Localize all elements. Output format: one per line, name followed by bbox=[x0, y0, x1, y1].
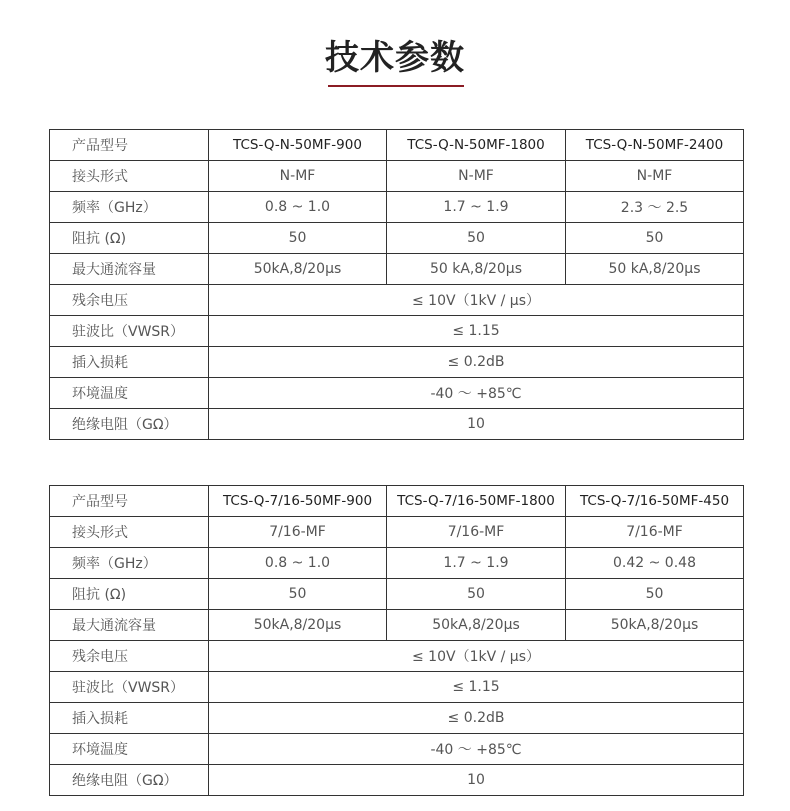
cell-value: 7/16-MF bbox=[566, 517, 744, 548]
table-row bbox=[50, 703, 744, 734]
row-label: 环境温度 bbox=[50, 378, 209, 409]
row-label: 接头形式 bbox=[50, 517, 209, 548]
model-name: TCS-Q-N-50MF-1800 bbox=[387, 130, 566, 161]
cell-value: 50 bbox=[566, 223, 744, 254]
row-label: 环境温度 bbox=[50, 734, 209, 765]
cell-value: -40 〜 +85℃ bbox=[209, 734, 744, 765]
cell-value: N-MF bbox=[566, 161, 744, 192]
spec-table-n-type bbox=[49, 129, 744, 440]
row-label: 频率（GHz） bbox=[50, 192, 209, 223]
row-label: 绝缘电阻（GΩ） bbox=[50, 409, 209, 440]
row-label: 阻抗 (Ω) bbox=[50, 579, 209, 610]
table-row bbox=[50, 672, 744, 703]
table-row bbox=[50, 378, 744, 409]
table-row bbox=[50, 409, 744, 440]
row-label: 阻抗 (Ω) bbox=[50, 223, 209, 254]
cell-value: 7/16-MF bbox=[209, 517, 387, 548]
table-row bbox=[50, 161, 744, 192]
cell-value: 50 kA,8/20μs bbox=[387, 254, 566, 285]
table-row bbox=[50, 517, 744, 548]
cell-value: 1.7 ~ 1.9 bbox=[387, 548, 566, 579]
cell-value: 7/16-MF bbox=[387, 517, 566, 548]
spec-table-7-16-type bbox=[49, 485, 744, 796]
cell-value: 50kA,8/20μs bbox=[209, 610, 387, 641]
row-label: 残余电压 bbox=[50, 285, 209, 316]
cell-value: 50 bbox=[387, 579, 566, 610]
cell-value: 50kA,8/20μs bbox=[387, 610, 566, 641]
title-underline bbox=[328, 85, 464, 87]
row-label: 绝缘电阻（GΩ） bbox=[50, 765, 209, 796]
cell-value: ≤ 1.15 bbox=[209, 672, 744, 703]
cell-value: 10 bbox=[209, 765, 744, 796]
cell-value: 50 bbox=[209, 223, 387, 254]
page-title: 技术参数 bbox=[325, 38, 465, 78]
table-row bbox=[50, 548, 744, 579]
cell-value: 50 bbox=[566, 579, 744, 610]
cell-value: ≤ 1.15 bbox=[209, 316, 744, 347]
model-name: TCS-Q-N-50MF-900 bbox=[209, 130, 387, 161]
table-row bbox=[50, 347, 744, 378]
row-label: 插入损耗 bbox=[50, 703, 209, 734]
row-label: 产品型号 bbox=[50, 486, 209, 517]
cell-value: ≤ 0.2dB bbox=[209, 703, 744, 734]
cell-value: 0.8 ~ 1.0 bbox=[209, 548, 387, 579]
table-row bbox=[50, 579, 744, 610]
cell-value: 0.8 ~ 1.0 bbox=[209, 192, 387, 223]
row-label: 频率（GHz） bbox=[50, 548, 209, 579]
row-label: 最大通流容量 bbox=[50, 254, 209, 285]
table-row bbox=[50, 316, 744, 347]
cell-value: 10 bbox=[209, 409, 744, 440]
model-name: TCS-Q-7/16-50MF-1800 bbox=[387, 486, 566, 517]
table-row bbox=[50, 192, 744, 223]
table-row bbox=[50, 285, 744, 316]
row-label: 插入损耗 bbox=[50, 347, 209, 378]
table-row bbox=[50, 223, 744, 254]
cell-value: N-MF bbox=[387, 161, 566, 192]
table-row bbox=[50, 765, 744, 796]
row-label: 最大通流容量 bbox=[50, 610, 209, 641]
cell-value: 50kA,8/20μs bbox=[566, 610, 744, 641]
model-name: TCS-Q-7/16-50MF-450 bbox=[566, 486, 744, 517]
cell-value: 50 kA,8/20μs bbox=[566, 254, 744, 285]
row-label: 驻波比（VWSR） bbox=[50, 316, 209, 347]
cell-value: ≤ 10V（1kV / μs） bbox=[209, 641, 744, 672]
row-label: 产品型号 bbox=[50, 130, 209, 161]
cell-value: 1.7 ~ 1.9 bbox=[387, 192, 566, 223]
cell-value: 50kA,8/20μs bbox=[209, 254, 387, 285]
table-row bbox=[50, 610, 744, 641]
model-name: TCS-Q-N-50MF-2400 bbox=[566, 130, 744, 161]
table-row bbox=[50, 734, 744, 765]
table-header-row bbox=[50, 486, 744, 517]
row-label: 驻波比（VWSR） bbox=[50, 672, 209, 703]
table-header-row bbox=[50, 130, 744, 161]
cell-value: -40 〜 +85℃ bbox=[209, 378, 744, 409]
cell-value: 0.42 ~ 0.48 bbox=[566, 548, 744, 579]
model-name: TCS-Q-7/16-50MF-900 bbox=[209, 486, 387, 517]
cell-value: ≤ 10V（1kV / μs） bbox=[209, 285, 744, 316]
cell-value: 50 bbox=[387, 223, 566, 254]
row-label: 接头形式 bbox=[50, 161, 209, 192]
cell-value: 50 bbox=[209, 579, 387, 610]
row-label: 残余电压 bbox=[50, 641, 209, 672]
table-row bbox=[50, 254, 744, 285]
cell-value: 2.3 〜 2.5 bbox=[566, 192, 744, 223]
table-row bbox=[50, 641, 744, 672]
cell-value: N-MF bbox=[209, 161, 387, 192]
cell-value: ≤ 0.2dB bbox=[209, 347, 744, 378]
